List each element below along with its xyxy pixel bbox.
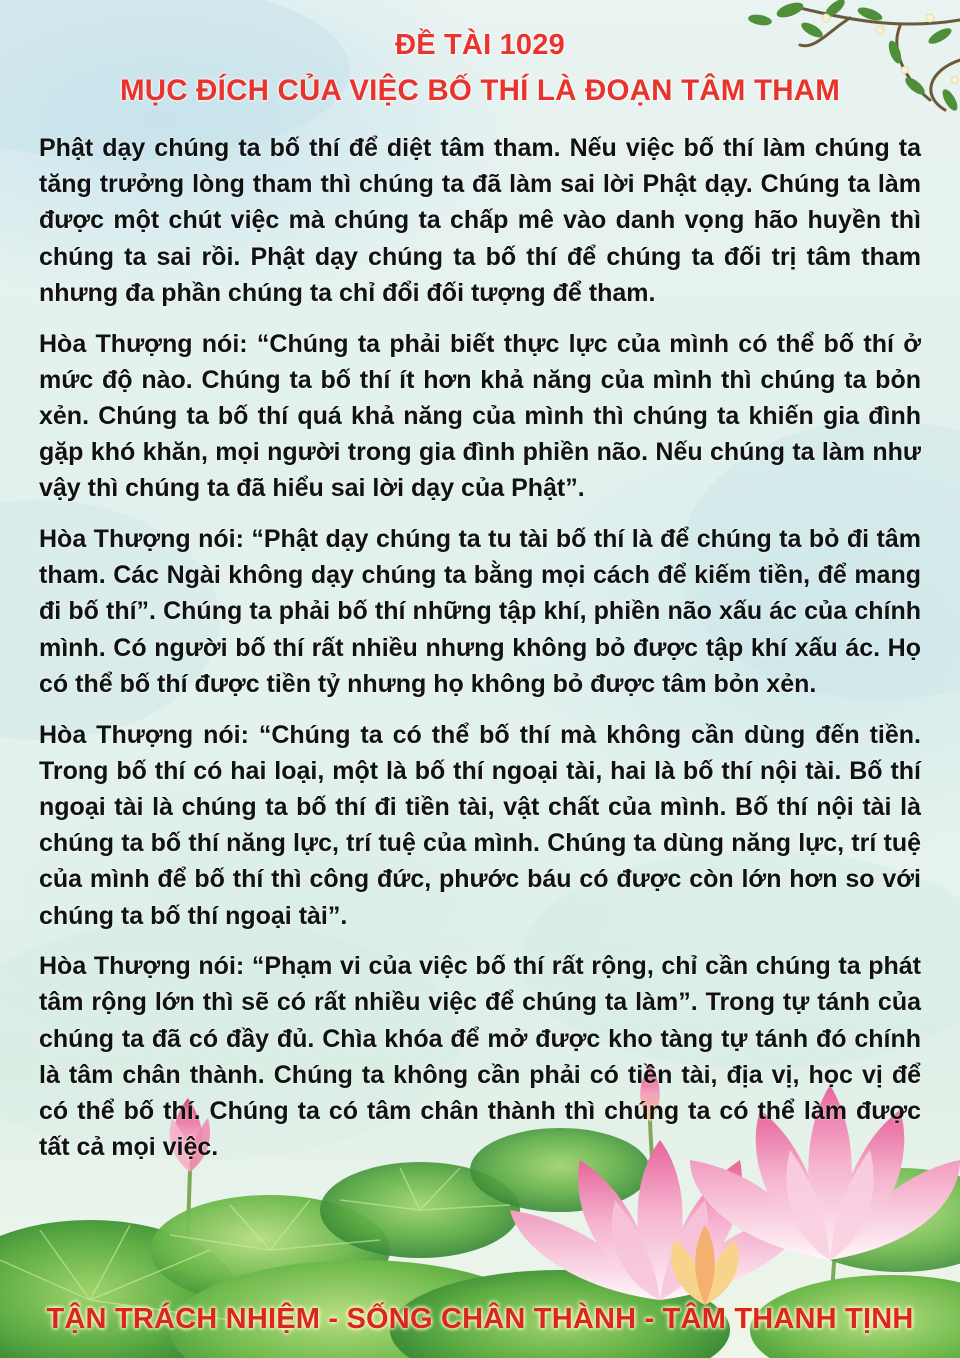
paragraph: Hòa Thượng nói: “Chúng ta phải biết thực lực của mình có thể bố thí ở mức độ nào. Chúng ta bố thí ít hơn khả năng của mình thì chúng ta bỏn xẻn. Chúng ta bố thí quá khả năng của mình thì chúng ta khiến gia đình gặp khó khăn, mọi người trong gia đình phiền não. Nếu chúng ta làm như vậy thì chúng ta đã hiểu sai lời dạy của Phật”. <box>39 329 921 503</box>
title-block <box>0 22 960 114</box>
article-body <box>39 130 921 1180</box>
topic-number: ĐỀ TÀI 1029 <box>395 29 565 61</box>
paragraph: Phật dạy chúng ta bố thí để diệt tâm tham. Nếu việc bố thí làm chúng ta tăng trưởng lòng tham thì chúng ta đã làm sai lời Phật dạy. Chúng ta làm được một chút việc mà chúng ta chấp mê vào danh vọng hão huyền thì chúng ta sai rồi. Phật dạy chúng ta bố thí để chúng ta đối trị tâm tham nhưng đa phần chúng ta chỉ đổi đối tượng để tham. <box>39 134 921 307</box>
paragraph: Hòa Thượng nói: “Chúng ta có thể bố thí mà không cần dùng đến tiền. Trong bố thí có hai loại, một là bố thí ngoại tài, hai là bố thí nội tài. Bố thí ngoại tài là chúng ta bố thí đi tiền tài, vật chất của mình. Bố thí nội tài là chúng ta bố thí năng lực, trí tuệ của mình. Chúng ta dùng năng lực, trí tuệ của mình để bố thí thì công đức, phước báu có được còn lớn hơn so với chúng ta bố thí ngoại tài”. <box>39 720 921 930</box>
paragraph: Hòa Thượng nói: “Phật dạy chúng ta tu tài bố thí là để chúng ta bỏ đi tâm tham. Các Ngài không dạy chúng ta bằng mọi cách để kiếm tiền, để mang đi bố thí”. Chúng ta phải bố thí những tập khí, phiền não xấu ác của chính mình. Có người bố thí rất nhiều nhưng không bỏ được tập khí xấu ác. Họ có thể bố thí được tiền tỷ nhưng họ không bỏ được tâm bỏn xẻn. <box>39 525 921 698</box>
paragraph: Hòa Thượng nói: “Phạm vi của việc bố thí rất rộng, chỉ cần chúng ta phát tâm rộng lớn thì sẽ có rất nhiều việc để chúng ta làm”. Trong tự tánh của chúng ta đã có đầy đủ. Chìa khóa để mở được kho tàng tự tánh đó chính là tâm chân thành. Chúng ta không cần phải có tiền tài, địa vị, học vị để có thể bố thí. Chúng ta có tâm chân thành thì chúng ta có thể làm được tất cả mọi việc. <box>39 952 921 1162</box>
footer-slogan: TẬN TRÁCH NHIỆM - SỐNG CHÂN THÀNH - TÂM THANH TỊNH <box>46 1303 914 1335</box>
page-title: MỤC ĐÍCH CỦA VIỆC BỐ THÍ LÀ ĐOẠN TÂM THAM <box>120 74 840 107</box>
